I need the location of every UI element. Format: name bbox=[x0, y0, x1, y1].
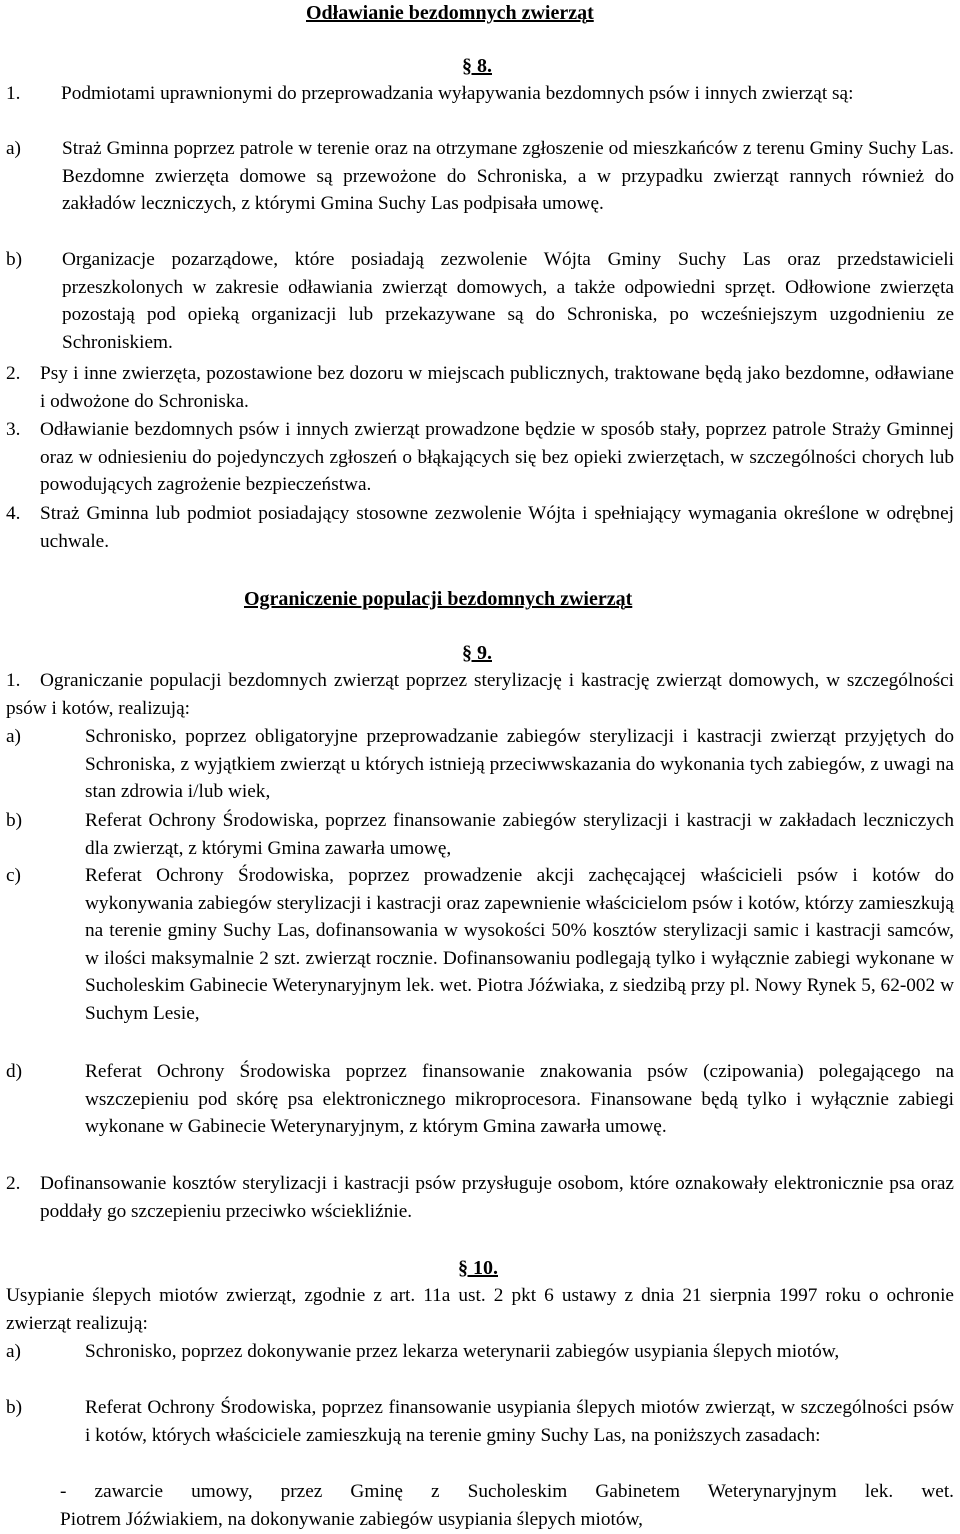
list-marker: b) bbox=[6, 810, 23, 831]
paragraph-text: Dofinansowanie kosztów sterylizacji i kastracji psów przysługuje osobom, które oznakowały elektronicznie psa oraz poddały go szczepieniu przeciwko wściekliźnie. bbox=[40, 1173, 954, 1222]
paragraph-text: Straż Gminna poprzez patrole w terenie oraz na otrzymane zgłoszenie od mieszkańców z terenu Gminy Suchy Las. Bezdomne zwierzęta domowe są przewożone do Schroniska, a w przypadku zwierząt rannych również do zakładów leczniczych, z którymi Gmina Suchy Las podpisała umowę. bbox=[62, 138, 954, 215]
paragraph-8-number: § 8. bbox=[462, 55, 492, 77]
list-marker: 1. bbox=[6, 83, 21, 104]
list-marker: b) bbox=[6, 1397, 23, 1418]
list-marker: 2. bbox=[6, 363, 21, 384]
paragraph-text: Odławianie bezdomnych psów i innych zwierząt prowadzone będzie w sposób stały, poprzez patrole Straży Gminnej oraz w odniesieniu do pojedynczych zgłoszeń o błąkających się bez opieki zwierzętach, w szczególności chorych lub powodujących zagrożenie bezpieczeństwa. bbox=[40, 419, 954, 496]
paragraph-text: Schronisko, poprzez obligatoryjne przeprowadzanie zabiegów sterylizacji i kastracji zwierząt przyjętych do Schroniska, z wyjątkiem zwierząt u których istnieją przeciwwskazania do wykonania tych zabiegów, z uwagi na stan zdrowia i/lub wiek, bbox=[85, 726, 954, 803]
list-marker: d) bbox=[6, 1061, 23, 1082]
section-title: Ograniczenie populacji bezdomnych zwierząt bbox=[244, 588, 633, 610]
paragraph-text: Referat Ochrony Środowiska, poprzez prowadzenie akcji zachęcającej właścicieli psów i kotów do wykonywania zabiegów sterylizacji i kastracji oraz zapewnienie właścicielom psów i kotów, którzy zamieszkują na terenie gminy Suchy Las, dofinansowania w wysokości 50% kosztów sterylizacji samic i kastracji samców, w ilości maksymalnie 2 szt. zwierząt rocznie. Dofinansowaniu podlegają tylko i wyłącznie zabiegi wykonane w Sucholeskim Gabinecie Weterynaryjnym lek. wet. Piotra Jóźwiaka, z siedzibą przy pl. Nowy Rynek 5, 62-002 w Suchym Lesie, bbox=[85, 865, 954, 1024]
section-title: Odławianie bezdomnych zwierząt bbox=[306, 2, 594, 24]
paragraph-text: Usypianie ślepych miotów zwierząt, zgodnie z art. 11a ust. 2 pkt 6 ustawy z dnia 21 sierpnia 1997 roku o ochronie zwierząt realizują: bbox=[6, 1285, 954, 1334]
paragraph-text: Organizacje pozarządowe, które posiadają zezwolenie Wójta Gminy Suchy Las oraz przedstawicieli przeszkolonych w zakresie odławiania zwierząt domowych, a także odpowiedni sprzęt. Odłowione zwierzęta pozostają pod opieką organizacji lub przekazywane są do Schroniska, po wcześniejszym uzgodnieniu ze Schroniskiem. bbox=[62, 249, 954, 353]
paragraph-text: Piotrem Jóźwiakiem, na dokonywanie zabiegów usypiania ślepych miotów, bbox=[60, 1509, 643, 1530]
paragraph-text: Straż Gminna lub podmiot posiadający stosowne zezwolenie Wójta i spełniający wymagania określone w odrębnej uchwale. bbox=[40, 503, 954, 552]
paragraph-text: Podmiotami uprawnionymi do przeprowadzania wyłapywania bezdomnych psów i innych zwierząt są: bbox=[61, 83, 854, 104]
paragraph-text: Referat Ochrony Środowiska, poprzez finansowanie usypiania ślepych miotów zwierząt, w szczególności psów i kotów, których właściciele zamieszkują na terenie gminy Suchy Las, na poniższych zasadach: bbox=[85, 1397, 954, 1446]
list-marker: 1. bbox=[6, 670, 21, 691]
list-marker: 2. bbox=[6, 1173, 21, 1194]
list-marker: a) bbox=[6, 138, 21, 159]
list-marker: a) bbox=[6, 726, 21, 747]
list-marker: c) bbox=[6, 865, 21, 886]
paragraph-9-number: § 9. bbox=[462, 642, 492, 664]
paragraph-text: - zawarcie umowy, przez Gminę z Sucholeskim Gabinetem Weterynaryjnym lek. wet. bbox=[60, 1481, 954, 1502]
paragraph-text: Referat Ochrony Środowiska poprzez finansowanie znakowania psów (czipowania) polegającego na wszczepieniu pod skórę psa elektronicznego mikroprocesora. Finansowane będą tylko i wyłącznie zabiegi wykonane w Gabinecie Weterynaryjnym, z którym Gmina zawarła umowę. bbox=[85, 1061, 954, 1138]
paragraph-text: Psy i inne zwierzęta, pozostawione bez dozoru w miejscach publicznych, traktowane będą jako bezdomne, odławiane i odwożone do Schroniska. bbox=[40, 363, 954, 412]
paragraph-10-number: § 10. bbox=[458, 1257, 498, 1279]
list-marker: 3. bbox=[6, 419, 21, 440]
list-marker: a) bbox=[6, 1341, 21, 1362]
paragraph-text: Ograniczanie populacji bezdomnych zwierząt poprzez sterylizację i kastrację zwierząt domowych, w szczególności psów i kotów, realizują: bbox=[6, 670, 954, 719]
paragraph-text: Schronisko, poprzez dokonywanie przez lekarza weterynarii zabiegów usypiania ślepych miotów, bbox=[85, 1341, 840, 1362]
paragraph-text: Referat Ochrony Środowiska, poprzez finansowanie zabiegów sterylizacji i kastracji w zakładach leczniczych dla zwierząt, z którymi Gmina zawarła umowę, bbox=[85, 810, 954, 859]
list-marker: 4. bbox=[6, 503, 21, 524]
list-marker: b) bbox=[6, 249, 23, 270]
